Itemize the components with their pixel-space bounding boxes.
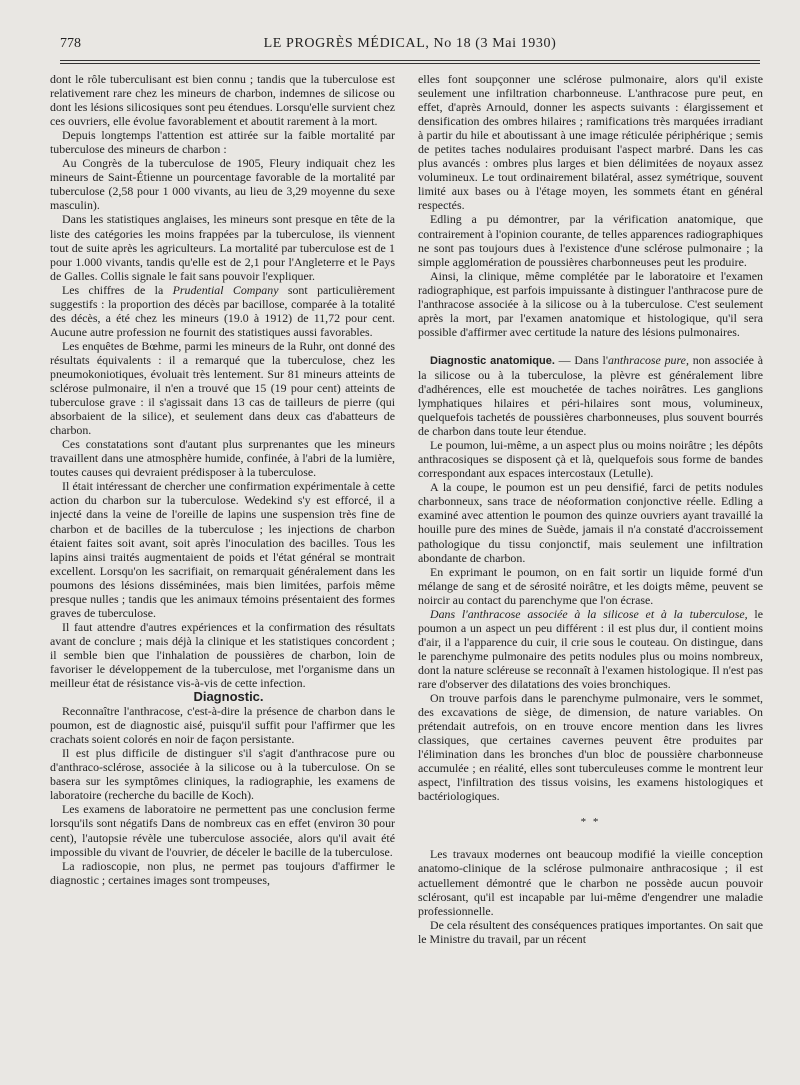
- paragraph: Les enquêtes de Bœhme, parmi les mineurs de la Ruhr, ont donné des résultats équivalents : il a remarqué que la tuberculose, chez les pneumokoniotiques, évoluait très lentement. Sur 81 mineurs atteints de sclérose pulmonaire, il n'en a trouvé que 15 (19 pour cent) atteints de tuberculose grave : il s'agissait dans 13 cas de tailleurs de pierre (qui absorbaient de la silice), et seulement dans deux cas d'abatteurs de charbon.: [50, 338, 395, 438]
- left-column: [50, 72, 395, 887]
- paragraph: elles font soupçonner une sclérose pulmonaire, alors qu'il existe seulement une infiltration charbonneuse. L'anthracose pure peut, en effet, d'après Arnould, donner les aspects suivants : élargissement et densification des ombres hilaires ; ramifications très marquées irradiant à partir du hile et aboutissant à une image réticulée périphérique ; semis de petites taches nodulaires produisant l'aspect marbré. Dans les cas plus avancés : ombres plus larges et bien délimitées de noyaux assez volumineux. Le tout ordinairement bilatéral, assez symétrique, souvent limité aux bases ou à l'étage moyen, les sommets étant en général respectés.: [418, 72, 763, 213]
- paragraph: Il est plus difficile de distinguer s'il s'agit d'anthracose pure ou d'anthraco-sclérose, associée à la silicose ou à la tuberculose. On se basera sur les symptômes cliniques, la radiographie, les examens de laboratoire (recherche du bacille de Koch).: [50, 746, 395, 803]
- subheading-diagnostic-anatomique: Diagnostic anatomique.: [430, 354, 555, 367]
- paragraph: Les travaux modernes ont beaucoup modifié la vieille conception anatomo-clinique de la sclérose pulmonaire anthracosique ; il est actuellement démontré que le charbon ne possède aucun pouvoir sclérosant, qu'il est incapable par lui-même d'engendrer une maladie professionnelle.: [418, 847, 763, 918]
- paragraph: On trouve parfois dans le parenchyme pulmonaire, vers le sommet, des excavations de siège, de dimension, de nature variables. On prétendait autrefois, on en trouve encore mention dans les livres classiques, que certaines cavernes peuvent être produites par l'élimination dans les bronches d'un bloc de poussière charbonneuse accumulée ; en réalité, elles sont tuberculeuses comme le montrent leur aspect, l'infiltration des tissus voisins, les examens histologiques et bactériologiques.: [418, 691, 763, 804]
- paragraph: [418, 607, 763, 691]
- text-run: le poumon a un aspect un peu différent : il est plus dur, il contient moins d'air, il a l'apparence du cuir, il crie sous le couteau. On distingue, dans le parenchyme pulmonaire des petits nodules plus ou moins nombreux, dont la nature scléreuse se reconnaît à l'examen histologique. Il n'est pas rare d'observer des dilatations des voies bronchiques.: [418, 606, 763, 691]
- paragraph: A la coupe, le poumon est un peu densifié, farci de petits nodules charbonneux, sans trace de néoformation conjonctive réelle. Edling a examiné avec attention le poumon des quinze ouvriers ayant travaillé la houille pure des mines de Suède, jamais il n'a constaté d'accroissement pathologique du tissu conjonctif, mais seulement une infiltration abondante de charbon.: [418, 480, 763, 565]
- paragraph: Il était intéressant de chercher une confirmation expérimentale à cette action du charbon sur la tuberculose. Wedekind s'y est efforcé, il a injecté dans la veine de l'oreille de lapins une suspension très fine de charbon et de bacilles de la tuberculose ; les injections de charbon étaient faites soit avant, soit après l'inoculation des bacilles. Tous les lapins ainsi traités augmentaient de poids et l'état général se montrait excellent. Lorsqu'on les sacrifiait, on remarquait généralement dans les poumons des lésions disséminées, mais bien limitées, parfois même presque nulles ; tandis que les animaux témoins présentaient des formes graves de tuberculose.: [50, 479, 395, 620]
- spacer: [418, 339, 763, 353]
- paragraph: Il faut attendre d'autres expériences et la confirmation des résultats avant de conclure ; mais déjà la clinique et les statistiques concordent ; il semble bien que l'inhalation de poussières de charbon, loin de favoriser le développement de la tuberculose, met l'organisme dans un meilleur état de résistance vis-à-vis de cette infection.: [50, 619, 395, 691]
- paragraph: Dans les statistiques anglaises, les mineurs sont presque en tête de la liste des catégories les moins frappées par la tuberculose, ils viennent tout de suite après les agriculteurs. La mortalité par tuberculose est de 1 pour 1.000 vivants, tandis qu'elle est de 2,1 pour l'Angleterre et le Pays de Galles. Collis signale le fait sans pouvoir l'expliquer.: [50, 212, 395, 283]
- paragraph: La radioscopie, non plus, ne permet pas toujours d'affirmer le diagnostic ; certaines images sont trompeuses,: [50, 858, 395, 887]
- right-column: [418, 72, 763, 946]
- company-name: Prudential Company: [172, 282, 279, 297]
- paragraph: En exprimant le poumon, on en fait sortir un liquide formé d'un mélange de sang et de sérosité noirâtre, et les doigts même, peuvent se noircir au contact du parenchyme que l'on écrase.: [418, 564, 763, 607]
- text-run: non associée à la silicose ou à la tuberculose, la plèvre est généralement libre d'adhérences, elle est mouchetée de taches noirâtres. Les ganglions lymphatiques hilaires et péri-hilaires sont mous, volumineux, quelquefois tachetés de poussières charbonneuses, plus souvent bourrés de charbon dans toute leur étendue.: [418, 352, 763, 439]
- page-number: 778: [60, 36, 81, 51]
- section-title-diagnostic: Diagnostic.: [193, 689, 264, 705]
- paragraph: Depuis longtemps l'attention est attirée sur la faible mortalité par tuberculose des mineurs de charbon :: [50, 128, 395, 157]
- paragraph: Edling a pu démontrer, par la vérification anatomique, que contrairement à l'opinion courante, de telles apparences radiographiques ne sont pas toujours dues à l'existence d'une sclérose pulmonaire ; la simple agglomération de poussières charbonneuses peut les produire.: [418, 212, 763, 269]
- paragraph: Les examens de laboratoire ne permettent pas une conclusion ferme lorsqu'ils sont négatifs Dans de nombreux cas en effet (environ 30 pour cent), l'autopsie révèle une tuberculose associée, alors qu'il avait été impossible du vivant de l'ouvrier, de déceler le bacille de la tuberculose.: [50, 802, 395, 859]
- paragraph: Le poumon, lui-même, a un aspect plus ou moins noirâtre ; les dépôts anthracosiques se disposent çà et là, quelquefois sous forme de bandes correspondant aux espaces intercostaux (Letulle).: [418, 438, 763, 481]
- running-title: LE PROGRÈS MÉDICAL, No 18 (3 Mai 1930): [263, 36, 557, 51]
- header-rule-top: [60, 60, 760, 61]
- header-rule-bottom: [60, 63, 760, 64]
- page-header: [60, 36, 760, 58]
- paragraph: Ces constatations sont d'autant plus surprenantes que les mineurs travaillent dans une atmosphère humide, confinée, à l'abri de la lumière, toutes causes qui devraient prédisposer à la tuberculose.: [50, 437, 395, 480]
- section-separator-stars: * *: [580, 816, 601, 829]
- paragraph: dont le rôle tuberculisant est bien connu ; tandis que la tuberculose est relativement rare chez les mineurs de charbon, indemnes de silicose ou dont les lésions silicosiques sont peu étendues. Lorsqu'elle survient chez ces ouvriers, elle évolue favorablement et aboutit rarement à la mort.: [50, 72, 395, 129]
- text-run-italic: Dans l'anthracose associée à la silicose et à la tuberculose,: [430, 606, 748, 621]
- paragraph: [418, 353, 763, 438]
- text-run: Les chiffres de la: [62, 282, 173, 297]
- text-run: — Dans l': [554, 352, 608, 367]
- paragraph: Ainsi, la clinique, même complétée par le laboratoire et l'examen radiographique, est parfois impuissante à distinguer l'anthracose pure de l'anthracose associée à la silicose ou à la tuberculose. C'est seulement après la mort, par l'examen anatomique et histologique, qu'il sera possible d'affirmer avec certitude la nature des lésions pulmonaires.: [418, 268, 763, 339]
- paragraph: Reconnaître l'anthracose, c'est-à-dire la présence de charbon dans le poumon, est de diagnostic aisé, puisqu'il suffit pour l'affirmer que les crachats soient colorés en noir de façon persistante.: [50, 704, 395, 747]
- paragraph: De cela résultent des conséquences pratiques importantes. On sait que le Ministre du travail, par un récent: [418, 917, 763, 946]
- text-run: sont particulièrement suggestifs : la proportion des décès par bacillose, comparée à la totalité des décès, a été chez les mineurs (19.0 à 1912) de 11,72 pour cent. Aucune autre profession ne fournit des statistiques aussi favorables.: [50, 282, 395, 339]
- text-run-italic: anthracose pure,: [607, 352, 689, 367]
- paragraph: Au Congrès de la tuberculose de 1905, Fleury indiquait chez les mineurs de Saint-Étienne un pourcentage favorable de la mortalité par tuberculose (2,58 pour 1 000 vivants, au lieu de 3,29 moyenne du sexe masculin).: [50, 156, 395, 213]
- paragraph: [50, 283, 395, 339]
